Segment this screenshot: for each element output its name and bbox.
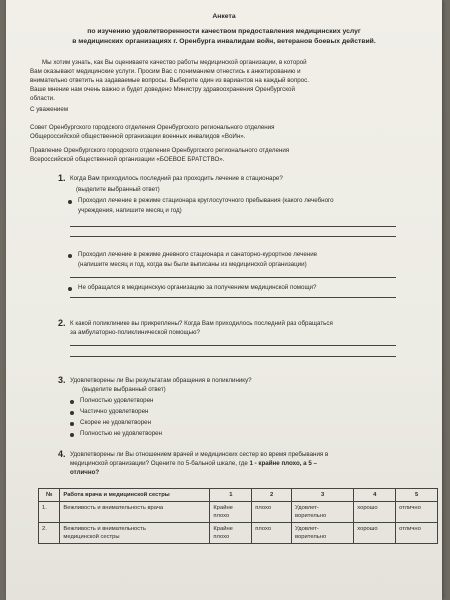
score-cell-5[interactable]: отлично [396, 523, 438, 544]
document-subtitle-line-2: в медицинских организациях г. Оренбурга инвалидам войн, ветеранов боевых действий. [72, 38, 376, 45]
bullet-icon [68, 254, 72, 258]
intro-line-1: Мы хотим узнать, как Вы оцениваете качество работы медицинской организации, в которой [42, 59, 307, 66]
table-header-score-1: 1 [210, 489, 252, 502]
bullet-icon [70, 422, 74, 426]
question-1-text: Когда Вам приходилось последний раз проходить лечение в стационаре? [70, 175, 283, 182]
table-header-row [39, 489, 438, 502]
score-1-label-a: Крайне [213, 526, 233, 532]
q1-option-1-line-1[interactable]: Проходил лечение в режиме стационара круглосуточного пребывания (какого лечебного [78, 197, 334, 204]
score-cell-1[interactable] [210, 523, 252, 544]
bullet-icon [70, 400, 74, 404]
criterion-line-b: медицинской сестры [63, 534, 120, 540]
row-criterion: Вежливость и внимательность врача [60, 502, 210, 523]
q1-option-3[interactable]: Не обращался в медицинскую организацию за получением медицинской помощи? [78, 284, 317, 291]
row-criterion [60, 523, 210, 544]
row-number: 2. [39, 523, 60, 544]
org-2-line-1: Правление Оренбургского городского отделения Оренбургского регионального отделения [30, 147, 290, 154]
questionnaire-page [6, 0, 442, 600]
table-header-score-4: 4 [354, 489, 396, 502]
question-4-text-plain: медицинской организации? Оцените по 5-бальной шкале, где [70, 460, 250, 467]
question-3-hint: (выделите выбранный ответ) [82, 386, 166, 393]
question-4-text-line-1: Удовлетворены ли Вы отношением врачей и медицинских сестер во время пребывания в [70, 451, 329, 458]
table-header-number: № [39, 489, 60, 502]
q1-answer-line-1[interactable] [70, 226, 396, 227]
intro-line-3: внимательно ответить на задаваемые вопросы. Выберите один из вариантов на каждый вопрос. [30, 77, 309, 84]
document-subtitle-line-1: по изучению удовлетворенности качеством предоставления медицинских услуг [87, 28, 361, 35]
question-4-text-line-3: отлично? [70, 469, 100, 476]
score-cell-3[interactable] [292, 523, 354, 544]
bullet-icon [70, 411, 74, 415]
question-1-number: 1. [58, 173, 66, 183]
score-3-label-a: Удовлет- [295, 526, 319, 532]
question-3-number: 3. [58, 375, 66, 385]
table-header-score-2: 2 [252, 489, 292, 502]
question-4-text-line-2 [70, 460, 317, 469]
q1-answer-line-2[interactable] [70, 236, 396, 237]
score-cell-3[interactable] [292, 502, 354, 523]
score-cell-2[interactable]: плохо [252, 523, 292, 544]
score-1-label-b: плохо [213, 534, 230, 540]
rating-table [38, 488, 438, 544]
question-4-number: 4. [58, 449, 66, 459]
regards-text: С уважением [30, 106, 69, 113]
criterion-line-a: Вежливость и внимательность [63, 526, 146, 532]
score-3-label-b: ворительно [295, 534, 327, 540]
score-cell-5[interactable]: отлично [396, 502, 438, 523]
score-1-label-a: Крайне [213, 505, 233, 511]
table-header-score-5: 5 [396, 489, 438, 502]
q2-answer-line-1[interactable] [70, 345, 396, 346]
bullet-icon [68, 287, 72, 291]
document-title: Анкета [212, 13, 236, 20]
intro-line-4: Ваше мнение нам очень важно и будет доведено Министру здравоохранения Оренбургской [30, 86, 295, 93]
intro-line-2: Вам оказывают медицинские услуги. Просим Вас с пониманием отнестись к анкетированию и [30, 68, 301, 75]
q1-answer-line-3[interactable] [70, 277, 396, 278]
table-header-criterion: Работа врача и медицинской сестры [60, 489, 210, 502]
row-number: 1. [39, 502, 60, 523]
question-2-text-line-1: К какой поликлинике вы прикреплены? Когда Вам приходилось последний раз обращаться [70, 320, 333, 327]
org-2-line-2: Всероссийской общественной организации «БОЕВОЕ БРАТСТВО». [30, 156, 225, 163]
q1-answer-line-4[interactable] [70, 297, 396, 298]
score-1-label-b: плохо [213, 513, 230, 519]
q1-option-2-line-1[interactable]: Проходил лечение в режиме дневного стационара и санаторно-курортное лечение [78, 251, 318, 258]
q1-option-1-line-2[interactable]: учреждения, напишите месяц и год) [78, 207, 182, 214]
table-header-score-3: 3 [292, 489, 354, 502]
question-4-scale-hint: 1 - крайне плохо, а 5 – [249, 460, 317, 467]
score-cell-4[interactable]: хорошо [354, 523, 396, 544]
table-row [39, 502, 438, 523]
bullet-icon [68, 200, 72, 204]
q3-option-1[interactable]: Полностью удовлетворен [80, 397, 154, 404]
score-cell-2[interactable]: плохо [252, 502, 292, 523]
q2-answer-line-2[interactable] [70, 356, 396, 357]
score-3-label-a: Удовлет- [295, 505, 319, 511]
table-row [39, 523, 438, 544]
org-1-line-1: Совет Оренбургского городского отделения Оренбургского регионального отделения [30, 124, 275, 131]
q3-option-2[interactable]: Частично удовлетворен [80, 408, 149, 415]
question-2-number: 2. [58, 318, 66, 328]
bullet-icon [70, 433, 74, 437]
intro-line-5: области. [30, 95, 55, 102]
score-cell-4[interactable]: хорошо [354, 502, 396, 523]
q3-option-4[interactable]: Полностью не удовлетворен [80, 430, 163, 437]
org-1-line-2: Общероссийской общественной организации военных инвалидов «ВоИн». [30, 133, 246, 140]
question-1-hint: (выделите выбранный ответ) [76, 186, 160, 193]
q1-option-2-line-2[interactable]: (напишите месяц и год, когда вы были выписаны из медицинской организации) [78, 261, 307, 268]
score-cell-1[interactable] [210, 502, 252, 523]
question-3-text: Удовлетворены ли Вы результатам обращения в поликлинику? [70, 377, 252, 384]
score-3-label-b: ворительно [295, 513, 327, 519]
q3-option-3[interactable]: Скорее не удовлетворен [80, 419, 152, 426]
question-2-text-line-2: за амбулаторно-поликлинической помощью? [70, 329, 200, 336]
